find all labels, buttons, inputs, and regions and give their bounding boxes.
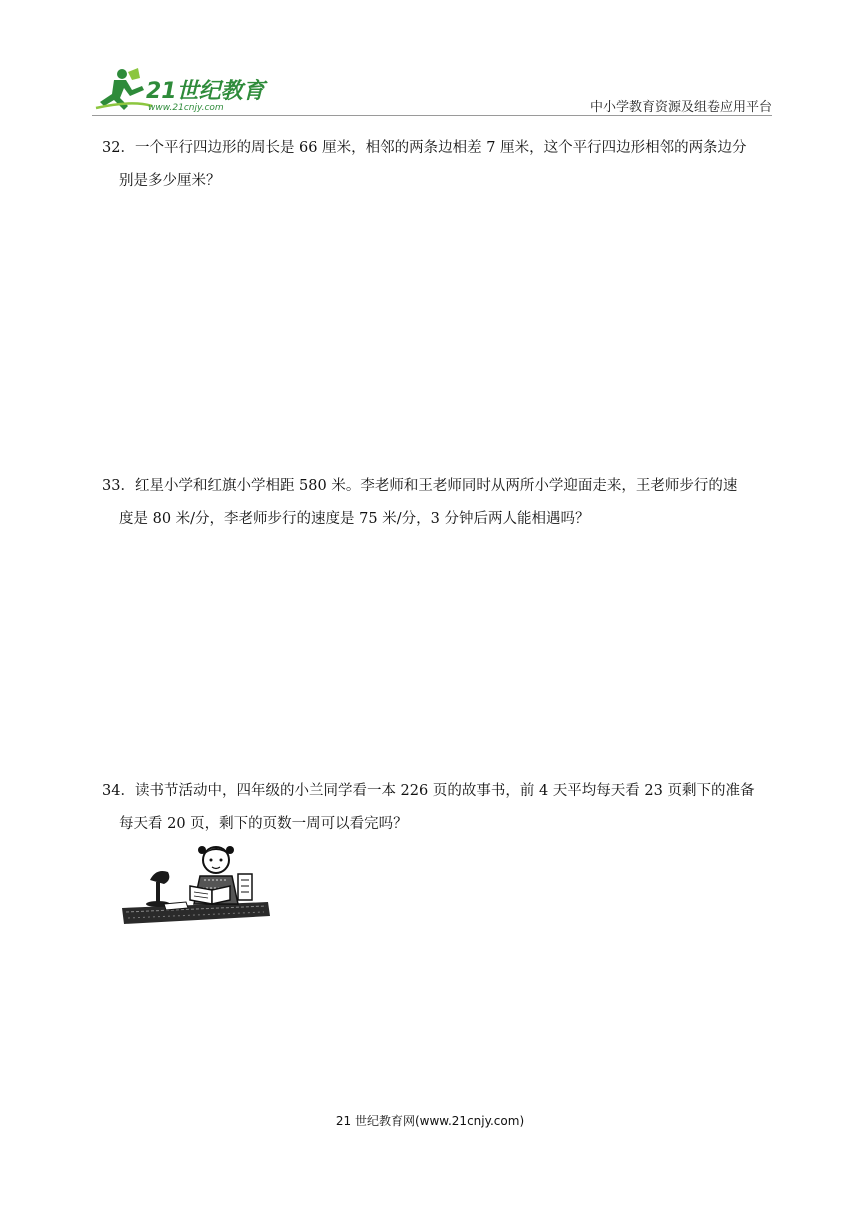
- question-text-continued: 别是多少厘米？: [119, 173, 221, 189]
- question-text: 红星小学和红旗小学相距 580 米。李老师和王老师同时从两所小学迎面走来，王老师步行的速: [134, 478, 738, 494]
- question-text: 一个平行四边形的周长是 66 厘米，相邻的两条边相差 7 厘米，这个平行四边形相邻的两条边分: [134, 140, 747, 156]
- question-line: [102, 132, 774, 165]
- question-33: [102, 470, 774, 536]
- question-number: 32．: [102, 140, 135, 156]
- page-header: [92, 66, 772, 116]
- header-platform-text: 中小学教育资源及组卷应用平台: [589, 100, 772, 115]
- question-text-continued: 每天看 20 页，剩下的页数一周可以看完吗？: [119, 816, 408, 832]
- runner-logo-icon: [92, 66, 272, 116]
- question-text: 读书节活动中，四年级的小兰同学看一本 226 页的故事书，前 4 天平均每天看 23 页剩下的准备: [134, 783, 755, 799]
- question-text-continued: 度是 80 米/分，李老师步行的速度是 75 米/分，3 分钟后两人能相遇吗？: [119, 511, 590, 527]
- question-34: [102, 775, 774, 841]
- site-logo: [92, 66, 272, 116]
- girl-reading-at-desk-illustration: [120, 840, 270, 930]
- svg-text:21世纪教育: 21世纪教育: [146, 79, 265, 104]
- question-line: [102, 470, 774, 503]
- page-footer: 21 世纪教育网(www.21cnjy.com): [335, 1114, 525, 1128]
- question-number: 33．: [102, 478, 135, 494]
- girl-reading-illustration: [120, 840, 270, 930]
- question-number: 34．: [102, 783, 135, 799]
- svg-text:www.21cnjy.com: www.21cnjy.com: [148, 103, 224, 113]
- question-32: [102, 132, 774, 198]
- question-line: [102, 775, 774, 808]
- header-divider: [92, 115, 772, 116]
